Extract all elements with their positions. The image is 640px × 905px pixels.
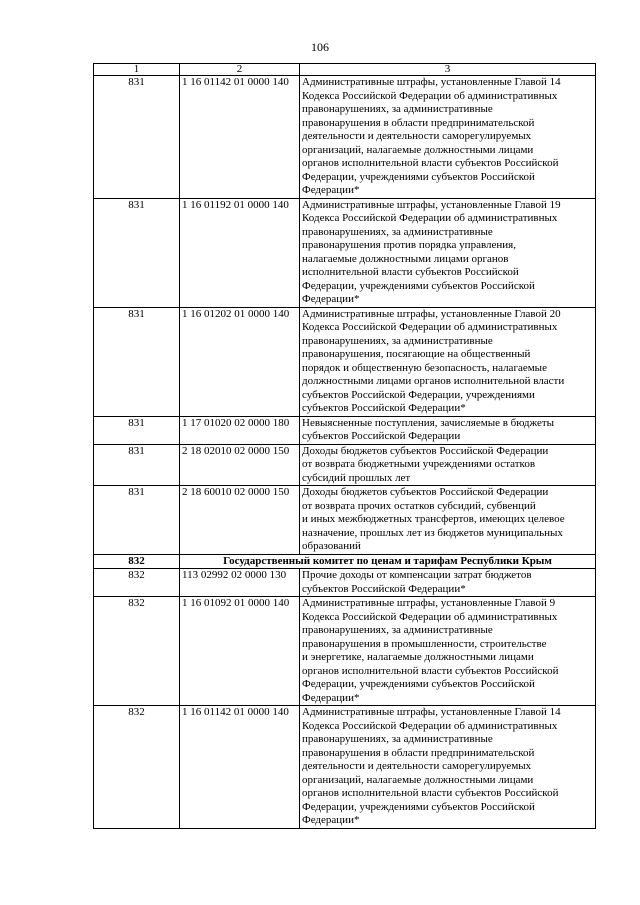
revenue-description: Административные штрафы, установленные Главой 19 Кодекса Российской Федерации об административных правонарушениях, за административные правонарушения против порядка управления, налагаемые должностными лицами органов исполнительной власти субъектов Российской Федерации, учреждениями субъектов Российской Федерации* [300, 198, 596, 307]
administrator-code: 831 [94, 444, 180, 486]
revenue-description: Доходы бюджетов субъектов Российской Федерации от возврата прочих остатков субсидий, субвенций и иных межбюджетных трансфертов, имеющих целевое назначение, прошлых лет из бюджетов муниципальных образований [300, 486, 596, 555]
column-header-3: 3 [300, 64, 596, 76]
budget-classification-code: 2 18 60010 02 0000 150 [180, 486, 300, 555]
column-number-row [94, 64, 596, 76]
revenue-description: Административные штрафы, установленные Главой 14 Кодекса Российской Федерации об административных правонарушениях, за административные правонарушения в области предпринимательской деятельности и деятельности саморегулируемых организаций, налагаемые должностными лицами органов исполнительной власти субъектов Российской Федерации, учреждениями субъектов Российской Федерации* [300, 706, 596, 829]
budget-classification-table [93, 63, 596, 829]
table-row [94, 706, 596, 829]
administrator-code: 831 [94, 486, 180, 555]
table-body [94, 64, 596, 829]
revenue-description: Административные штрафы, установленные Главой 9 Кодекса Российской Федерации об административных правонарушениях, за административные правонарушения в промышленности, строительстве и энергетике, налагаемые должностными лицами органов исполнительной власти субъектов Российской Федерации, учреждениями субъектов Российской Федерации* [300, 597, 596, 706]
administrator-code: 831 [94, 76, 180, 199]
budget-classification-code: 113 02992 02 0000 130 [180, 569, 300, 597]
budget-classification-code: 1 16 01192 01 0000 140 [180, 198, 300, 307]
budget-classification-code: 1 16 01202 01 0000 140 [180, 307, 300, 416]
budget-classification-code: 1 16 01092 01 0000 140 [180, 597, 300, 706]
budget-classification-code: 1 16 01142 01 0000 140 [180, 706, 300, 829]
revenue-description: Невыясненные поступления, зачисляемые в бюджеты субъектов Российской Федерации [300, 416, 596, 444]
table-row [94, 198, 596, 307]
administrator-code: 832 [94, 706, 180, 829]
revenue-description: Административные штрафы, установленные Главой 14 Кодекса Российской Федерации об административных правонарушениях, за административные правонарушения в области предпринимательской деятельности и деятельности саморегулируемых организаций, налагаемые должностными лицами органов исполнительной власти субъектов Российской Федерации, учреждениями субъектов Российской Федерации* [300, 76, 596, 199]
table-row [94, 486, 596, 555]
table-row [94, 307, 596, 416]
revenue-description: Прочие доходы от компенсации затрат бюджетов субъектов Российской Федерации* [300, 569, 596, 597]
table-row [94, 569, 596, 597]
revenue-description: Доходы бюджетов субъектов Российской Федерации от возврата бюджетными учреждениями остатков субсидий прошлых лет [300, 444, 596, 486]
table-row [94, 416, 596, 444]
revenue-description: Административные штрафы, установленные Главой 20 Кодекса Российской Федерации об административных правонарушениях, за административные правонарушения, посягающие на общественный порядок и общественную безопасность, налагаемые должностными лицами органов исполнительной власти субъектов Российской Федерации, учреждениями субъектов Российской Федерации* [300, 307, 596, 416]
budget-classification-code: 2 18 02010 02 0000 150 [180, 444, 300, 486]
page-number: 106 [311, 40, 329, 54]
administrator-code: 831 [94, 198, 180, 307]
administrator-code: 832 [94, 569, 180, 597]
column-header-2: 2 [180, 64, 300, 76]
section-title: Государственный комитет по ценам и тарифам Республики Крым [180, 554, 596, 569]
budget-classification-code: 1 16 01142 01 0000 140 [180, 76, 300, 199]
section-admin-code: 832 [94, 554, 180, 569]
column-header-1: 1 [94, 64, 180, 76]
administrator-code: 832 [94, 597, 180, 706]
table-row [94, 444, 596, 486]
table-row [94, 76, 596, 199]
table-row [94, 597, 596, 706]
section-header-row [94, 554, 596, 569]
budget-classification-code: 1 17 01020 02 0000 180 [180, 416, 300, 444]
administrator-code: 831 [94, 416, 180, 444]
administrator-code: 831 [94, 307, 180, 416]
